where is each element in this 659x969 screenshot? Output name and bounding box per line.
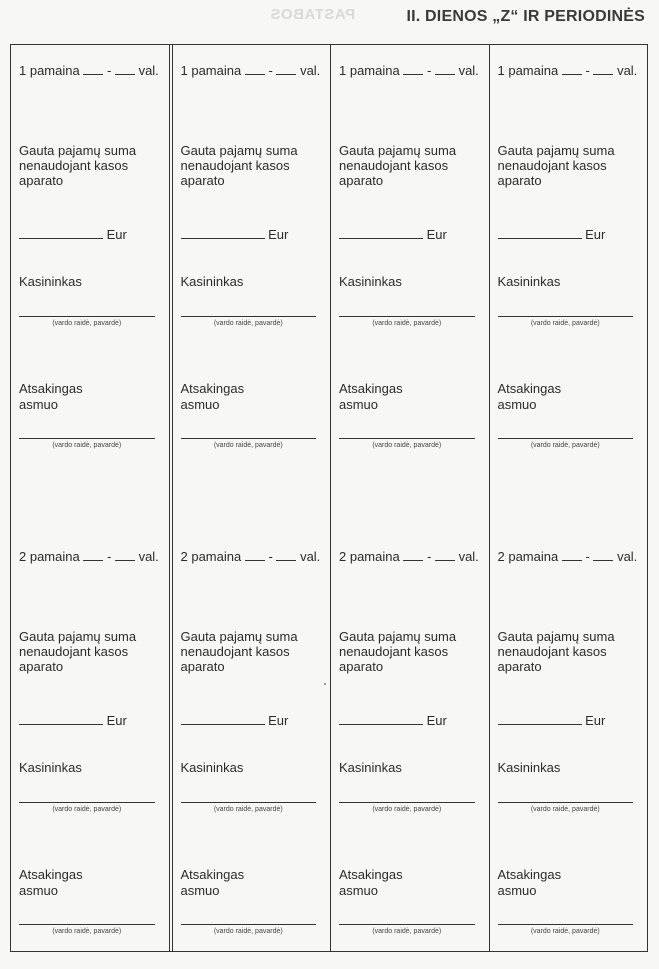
cashier-label: Kasininkas bbox=[180, 274, 244, 289]
cashier-label: Kasininkas bbox=[180, 760, 244, 775]
shift-hours-line bbox=[339, 63, 479, 78]
responsible-label: Atsakingas asmuo bbox=[19, 381, 83, 412]
responsible-signature-line[interactable] bbox=[498, 924, 634, 925]
amount-line bbox=[339, 713, 447, 728]
end-hour-field[interactable] bbox=[435, 64, 455, 75]
signature-hint: (vardo raidė, pavardė) bbox=[372, 928, 442, 935]
end-hour-field[interactable] bbox=[276, 550, 296, 561]
income-label: Gauta pajamų suma nenaudojant kasos aparato bbox=[19, 143, 137, 188]
hour-unit: val. bbox=[617, 549, 638, 564]
signature-hint: (vardo raidė, pavardė) bbox=[213, 928, 283, 935]
start-hour-field[interactable] bbox=[562, 64, 582, 75]
form-column-1 bbox=[11, 45, 170, 951]
income-label: Gauta pajamų suma nenaudojant kasos aparato bbox=[180, 143, 298, 188]
cashier-signature-line[interactable] bbox=[339, 316, 475, 317]
hour-separator: - bbox=[426, 549, 432, 564]
hour-separator: - bbox=[268, 549, 273, 564]
amount-line bbox=[339, 227, 447, 242]
start-hour-field[interactable] bbox=[245, 550, 265, 561]
hour-unit: val. bbox=[617, 63, 638, 78]
currency-label: Eur bbox=[268, 713, 289, 728]
income-label: Gauta pajamų suma nenaudojant kasos aparato bbox=[19, 629, 137, 674]
shift-label: 1 pamaina bbox=[497, 63, 559, 78]
income-label: Gauta pajamų suma nenaudojant kasos aparato bbox=[339, 629, 457, 674]
signature-hint: (vardo raidė, pavardė) bbox=[372, 320, 442, 327]
hour-unit: val. bbox=[300, 549, 321, 564]
cashier-signature-line[interactable] bbox=[498, 316, 634, 317]
bleedthrough-text: PASTABOS bbox=[270, 6, 356, 23]
signature-hint: (vardo raidė, pavardė) bbox=[213, 806, 283, 813]
start-hour-field[interactable] bbox=[83, 550, 103, 561]
shift-label: 1 pamaina bbox=[180, 63, 242, 78]
scan-speck bbox=[324, 683, 326, 685]
amount-field[interactable] bbox=[19, 228, 103, 239]
income-label: Gauta pajamų suma nenaudojant kasos aparato bbox=[180, 629, 298, 674]
amount-line bbox=[19, 713, 127, 728]
shift-hours-line bbox=[181, 549, 321, 564]
responsible-label: Atsakingas asmuo bbox=[339, 867, 403, 898]
cashier-label: Kasininkas bbox=[339, 274, 402, 289]
shift-block-1 bbox=[339, 63, 483, 483]
shift-hours-line bbox=[498, 549, 638, 564]
cashier-label: Kasininkas bbox=[19, 760, 82, 775]
responsible-signature-line[interactable] bbox=[181, 924, 317, 925]
end-hour-field[interactable] bbox=[593, 64, 613, 75]
end-hour-field[interactable] bbox=[593, 550, 613, 561]
shift-label: 2 pamaina bbox=[180, 549, 242, 564]
responsible-signature-line[interactable] bbox=[339, 924, 475, 925]
shift-hours-line bbox=[181, 63, 321, 78]
hour-separator: - bbox=[426, 63, 432, 78]
signature-hint: (vardo raidė, pavardė) bbox=[52, 442, 122, 449]
shift-block-1 bbox=[19, 63, 163, 483]
shift-label: 2 pamaina bbox=[497, 549, 559, 564]
currency-label: Eur bbox=[426, 713, 447, 728]
form-column-3 bbox=[331, 45, 490, 951]
shift-block-1 bbox=[181, 63, 325, 483]
responsible-signature-line[interactable] bbox=[19, 438, 155, 439]
shift-label: 1 pamaina bbox=[19, 63, 80, 78]
income-label: Gauta pajamų suma nenaudojant kasos aparato bbox=[497, 143, 615, 188]
signature-hint: (vardo raidė, pavardė) bbox=[213, 320, 283, 327]
responsible-label: Atsakingas asmuo bbox=[180, 867, 245, 898]
shift-label: 1 pamaina bbox=[339, 63, 400, 78]
page-title: II. DIENOS „Z“ IR PERIODINĖS bbox=[406, 8, 645, 25]
shift-hours-line bbox=[19, 549, 159, 564]
end-hour-field[interactable] bbox=[115, 64, 135, 75]
shift-label: 2 pamaina bbox=[339, 549, 400, 564]
responsible-label: Atsakingas asmuo bbox=[497, 381, 562, 412]
responsible-label: Atsakingas asmuo bbox=[19, 867, 83, 898]
start-hour-field[interactable] bbox=[83, 64, 103, 75]
cashier-signature-line[interactable] bbox=[339, 802, 475, 803]
cashier-signature-line[interactable] bbox=[181, 316, 317, 317]
signature-hint: (vardo raidė, pavardė) bbox=[530, 928, 600, 935]
hour-unit: val. bbox=[138, 549, 159, 564]
form-column-4 bbox=[490, 45, 648, 951]
amount-line bbox=[498, 227, 606, 242]
amount-field[interactable] bbox=[181, 714, 265, 725]
responsible-signature-line[interactable] bbox=[339, 438, 475, 439]
amount-line bbox=[498, 713, 606, 728]
amount-field[interactable] bbox=[498, 714, 582, 725]
responsible-signature-line[interactable] bbox=[498, 438, 634, 439]
hour-unit: val. bbox=[458, 549, 479, 564]
responsible-label: Atsakingas asmuo bbox=[497, 867, 562, 898]
shift-block-1 bbox=[498, 63, 642, 483]
responsible-label: Atsakingas asmuo bbox=[339, 381, 403, 412]
cashier-signature-line[interactable] bbox=[498, 802, 634, 803]
currency-label: Eur bbox=[585, 227, 606, 242]
hour-separator: - bbox=[585, 549, 590, 564]
hour-separator: - bbox=[106, 63, 112, 78]
shift-hours-line bbox=[498, 63, 638, 78]
currency-label: Eur bbox=[426, 227, 447, 242]
amount-field[interactable] bbox=[181, 228, 265, 239]
currency-label: Eur bbox=[106, 227, 127, 242]
signature-hint: (vardo raidė, pavardė) bbox=[52, 320, 122, 327]
hour-separator: - bbox=[106, 549, 112, 564]
end-hour-field[interactable] bbox=[115, 550, 135, 561]
income-label: Gauta pajamų suma nenaudojant kasos aparato bbox=[339, 143, 457, 188]
cashier-label: Kasininkas bbox=[339, 760, 402, 775]
shift-block-2 bbox=[19, 549, 163, 969]
amount-field[interactable] bbox=[339, 228, 423, 239]
amount-line bbox=[19, 227, 127, 242]
form-column-2 bbox=[172, 45, 332, 951]
start-hour-field[interactable] bbox=[245, 64, 265, 75]
shift-block-2 bbox=[181, 549, 325, 969]
amount-field[interactable] bbox=[339, 714, 423, 725]
start-hour-field[interactable] bbox=[562, 550, 582, 561]
cashier-signature-line[interactable] bbox=[181, 802, 317, 803]
responsible-signature-line[interactable] bbox=[19, 924, 155, 925]
hour-separator: - bbox=[268, 63, 273, 78]
signature-hint: (vardo raidė, pavardė) bbox=[530, 320, 600, 327]
cashier-signature-line[interactable] bbox=[19, 802, 155, 803]
amount-line bbox=[181, 713, 289, 728]
hour-unit: val. bbox=[138, 63, 159, 78]
signature-hint: (vardo raidė, pavardė) bbox=[52, 806, 122, 813]
cashier-label: Kasininkas bbox=[19, 274, 82, 289]
cashier-signature-line[interactable] bbox=[19, 316, 155, 317]
shift-hours-line bbox=[19, 63, 159, 78]
income-label: Gauta pajamų suma nenaudojant kasos aparato bbox=[497, 629, 615, 674]
signature-hint: (vardo raidė, pavardė) bbox=[372, 806, 442, 813]
signature-hint: (vardo raidė, pavardė) bbox=[52, 928, 122, 935]
hour-separator: - bbox=[585, 63, 590, 78]
signature-hint: (vardo raidė, pavardė) bbox=[372, 442, 442, 449]
responsible-signature-line[interactable] bbox=[181, 438, 317, 439]
currency-label: Eur bbox=[106, 713, 127, 728]
cashier-label: Kasininkas bbox=[497, 274, 561, 289]
hour-unit: val. bbox=[458, 63, 479, 78]
amount-field[interactable] bbox=[19, 714, 103, 725]
signature-hint: (vardo raidė, pavardė) bbox=[530, 442, 600, 449]
signature-hint: (vardo raidė, pavardė) bbox=[530, 806, 600, 813]
end-hour-field[interactable] bbox=[276, 64, 296, 75]
currency-label: Eur bbox=[268, 227, 289, 242]
form-grid bbox=[10, 44, 648, 952]
responsible-label: Atsakingas asmuo bbox=[180, 381, 245, 412]
shift-hours-line bbox=[339, 549, 479, 564]
shift-label: 2 pamaina bbox=[19, 549, 80, 564]
end-hour-field[interactable] bbox=[435, 550, 455, 561]
amount-field[interactable] bbox=[498, 228, 582, 239]
shift-block-2 bbox=[339, 549, 483, 969]
hour-unit: val. bbox=[300, 63, 321, 78]
currency-label: Eur bbox=[585, 713, 606, 728]
start-hour-field[interactable] bbox=[403, 550, 423, 561]
shift-block-2 bbox=[498, 549, 642, 969]
signature-hint: (vardo raidė, pavardė) bbox=[213, 442, 283, 449]
amount-line bbox=[181, 227, 289, 242]
start-hour-field[interactable] bbox=[403, 64, 423, 75]
cashier-label: Kasininkas bbox=[497, 760, 561, 775]
